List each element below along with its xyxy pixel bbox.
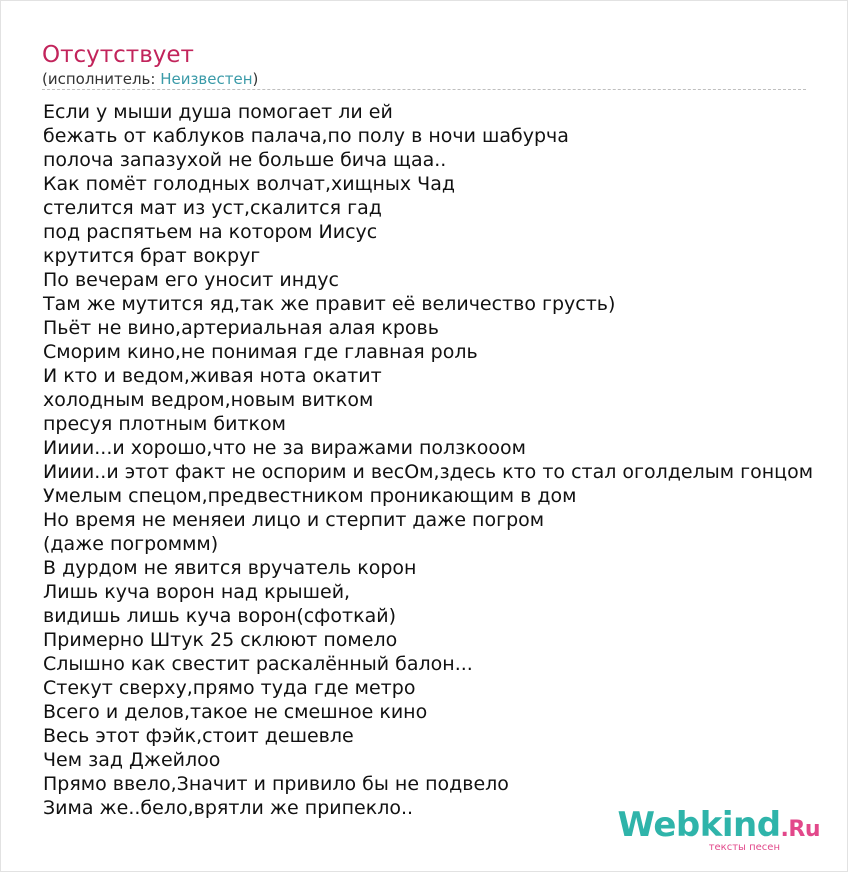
artist-prefix: (исполнитель: [42, 70, 161, 88]
lyric-line: В дурдом не явится вручатель корон [43, 557, 417, 579]
song-title: Отсутствует [42, 42, 194, 68]
logo-tld: .Ru [780, 817, 820, 842]
lyric-line: Ииии..и этот факт не оспорим и весОм,здесь кто то стал оголделым гонцом [43, 461, 814, 483]
lyric-line: Если у мыши душа помогает ли ей [43, 101, 393, 123]
lyric-line: И кто и ведом,живая нота окатит [43, 365, 382, 387]
lyric-line: стелится мат из уст,скалится гад [43, 197, 382, 219]
lyric-line: Всего и делов,такое не смешное кино [43, 701, 428, 723]
lyric-line: под распятьем на котором Иисус [43, 221, 378, 243]
lyric-line: (даже погроммм) [43, 533, 219, 555]
lyrics-text [43, 100, 813, 820]
lyric-line: Прямо ввело,Значит и привило бы не подвело [43, 773, 509, 795]
lyric-line: По вечерам его уносит индус [43, 269, 339, 291]
lyric-line: Примерно Штук 25 склюют помело [43, 629, 398, 651]
lyric-line: Там же мутится яд,так же правит её величество грусть) [43, 293, 616, 315]
artist-link[interactable]: Неизвестен [160, 70, 253, 88]
lyric-line: холодным ведром,новым витком [43, 389, 374, 411]
title-divider [42, 89, 806, 90]
logo-subtitle: тексты песен [708, 842, 780, 853]
lyric-line: Чем зад Джейлоо [43, 749, 221, 771]
lyric-line: Стекут сверху,прямо туда где метро [43, 677, 416, 699]
logo-main-text: Webkind [617, 805, 781, 845]
lyric-line: бежать от каблуков палача,по полу в ночи шабурча [43, 125, 569, 147]
site-logo[interactable] [618, 806, 820, 853]
lyric-line: Умелым спецом,предвестником проникающим в дом [43, 485, 577, 507]
artist-suffix: ) [252, 70, 259, 88]
lyric-line: Слышно как свестит раскалённый балон... [43, 653, 473, 675]
lyric-line: Пьёт не вино,артериальная алая кровь [43, 317, 439, 339]
lyric-line: Как помёт голодных волчат,хищных Чад [43, 173, 455, 195]
lyric-line: крутится брат вокруг [43, 245, 261, 267]
lyric-line: Весь этот фэйк,стоит дешевле [43, 725, 354, 747]
lyric-line: Зима же..бело,врятли же припекло.. [43, 797, 414, 819]
lyric-line: пресуя плотным битком [43, 413, 286, 435]
lyric-line: полоча запазухой не больше бича щаа.. [43, 149, 447, 171]
lyric-line: Но время не меняеи лицо и стерпит даже погром [43, 509, 545, 531]
lyric-line: Сморим кино,не понимая где главная роль [43, 341, 478, 363]
lyric-line: Ииии...и хорошо,что не за виражами ползкооом [43, 437, 526, 459]
lyric-line: Лишь куча ворон над крышей, [43, 581, 351, 603]
artist-line [42, 70, 258, 88]
lyric-line: видишь лишь куча ворон(сфоткай) [43, 605, 397, 627]
